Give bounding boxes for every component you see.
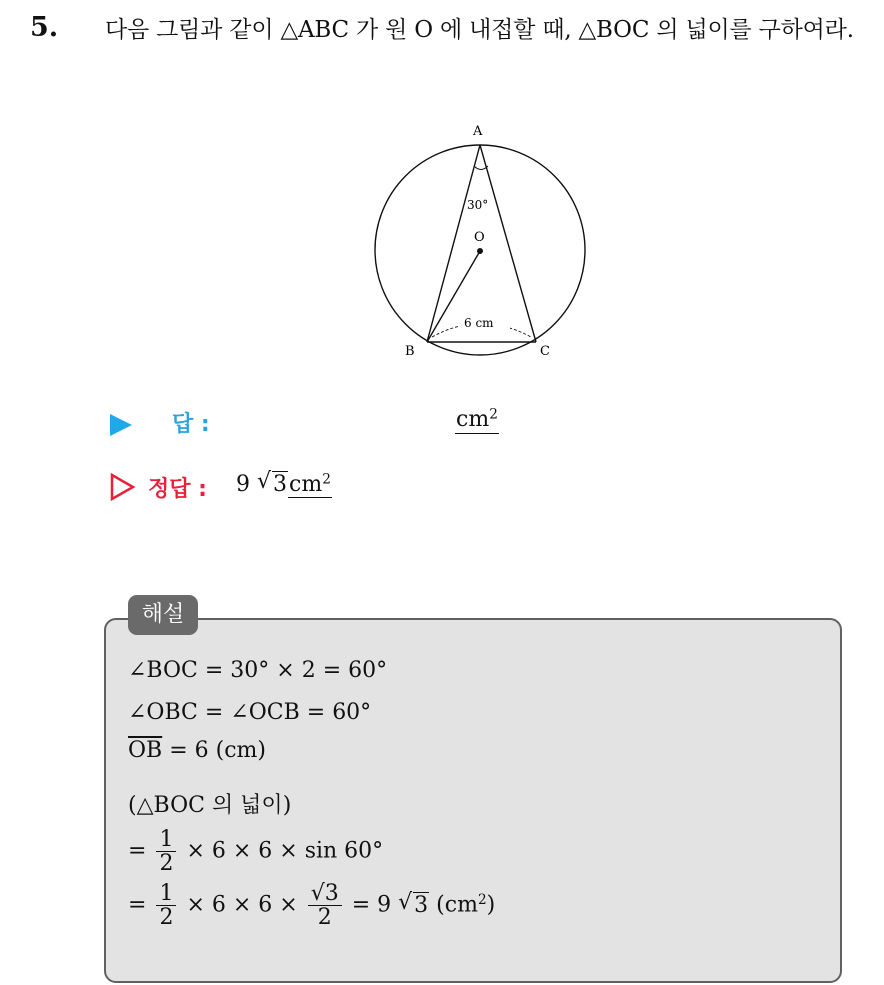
correct-value: 9 √ $3cm^2$ <box>236 472 332 497</box>
answer-unit[interactable]: $cm^2$ <box>456 406 498 432</box>
expl-line-4: (△BOC 의 넓이) <box>128 793 292 818</box>
label-a: A <box>473 124 483 139</box>
side-ac <box>480 145 536 342</box>
play-outline-icon <box>110 473 136 501</box>
correct-label: 정답 : <box>148 477 207 502</box>
frac-half-2: $\frac{1}{2}$ <box>156 882 176 929</box>
frac-half: $\frac{1}{2}$ <box>156 828 176 875</box>
question-number: 5. <box>30 12 59 43</box>
expl-line-2: ∠OBC = ∠OCB = 60° <box>128 700 372 725</box>
side-label: 6 cm <box>464 316 494 330</box>
expl-line-3: $\overline{OB} = 6$ (cm) <box>128 738 266 763</box>
explanation-tab: 해설 <box>128 595 198 635</box>
side-ab <box>427 145 480 342</box>
label-b: B <box>405 344 415 359</box>
correct-answer-row <box>110 470 610 510</box>
expl-line-1: ∠BOC = 30° × 2 = 60° <box>128 658 388 683</box>
answer-row <box>110 405 610 445</box>
frac-sqrt3-half: $\frac{√3}{2}$ <box>308 882 342 929</box>
play-icon <box>110 414 132 436</box>
label-c: C <box>540 344 550 359</box>
angle-label: 30° <box>467 198 489 212</box>
question-text: 다음 그림과 같이 △ABC 가 원 O 에 내접할 때, △BOC 의 넓이를 구하여라. <box>105 17 854 43</box>
circle-triangle-figure <box>360 115 600 365</box>
answer-label: 답 : <box>172 412 210 437</box>
expl-line-5: = $\frac{1}{2}$ × 6 × 6 × sin 60° <box>128 827 384 877</box>
label-o: O <box>474 230 485 245</box>
expl-line-6: = $\frac{1}{2}$ × 6 × 6 × $\frac{√3}{2}$ = 9 √ 3 $(cm^2)$ <box>128 882 495 929</box>
center-o-dot <box>477 248 483 254</box>
